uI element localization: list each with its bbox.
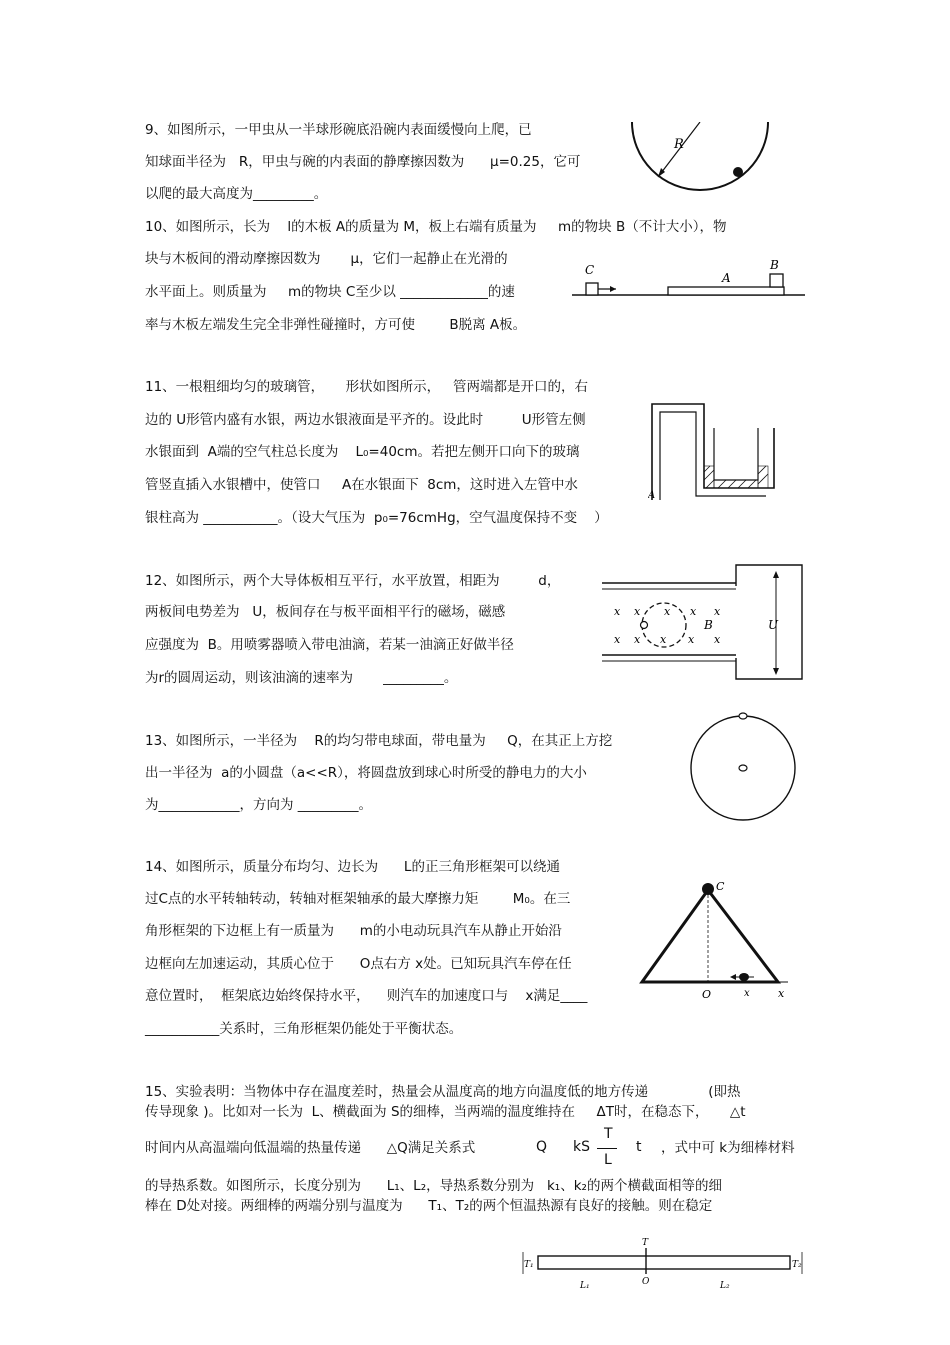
- label-t2: T₂: [792, 1260, 802, 1270]
- q14-line-1: 14、如图所示，质量分布均匀、边长为 L的正三角形框架可以绕通: [145, 859, 560, 875]
- q13-line-3: 为____________，方向为 _________。: [145, 797, 373, 813]
- rods-figure: [522, 1234, 804, 1292]
- q9-line-3: 以爬的最大高度为_________。: [145, 186, 328, 202]
- q14-line-5: 意位置时， 框架底边始终保持水平， 则汽车的加速度口与 x满足____: [145, 988, 588, 1004]
- field-x: x: [614, 605, 621, 618]
- label-a: A: [648, 490, 656, 501]
- label-t1: T₁: [524, 1260, 534, 1270]
- formula-t: t: [636, 1139, 642, 1155]
- q10-line-3: 水平面上。则质量为 m的物块 C至少以 _____________的速: [145, 284, 515, 300]
- label-a: A: [722, 271, 731, 285]
- label-o: O: [702, 988, 712, 1001]
- q14-line-4: 边框向左加速运动，其质心位于 O点右方 x处。已知玩具汽车停在任: [145, 956, 572, 972]
- formula-ks: kS: [573, 1139, 590, 1155]
- triangle-frame-figure: [638, 880, 790, 1004]
- q12-line-4: 为r的圆周运动，则该油滴的速率为 _________。: [145, 670, 458, 686]
- q15-line-2: 传导现象 )。比如对一长为 L、横截面为 S的细棒，当两端的温度维持在 ΔT时，在稳态下， △t: [145, 1104, 746, 1120]
- formula-numerator: T: [604, 1126, 613, 1142]
- field-x: x: [688, 633, 695, 646]
- q9-line-1: 9、如图所示，一甲虫从一半球形碗底沿碗内表面缓慢向上爬，已: [145, 122, 532, 138]
- field-x: x: [660, 633, 667, 646]
- formula-denominator: L: [604, 1152, 612, 1168]
- radius-label: R: [674, 137, 684, 152]
- q11-line-2: 边的 U形管内盛有水银，两边水银液面是平齐的。设此时 U形管左侧: [145, 412, 586, 428]
- label-u: U: [768, 618, 779, 632]
- field-x: x: [714, 605, 721, 618]
- board-block-figure: [572, 256, 807, 300]
- q10-line-1: 10、如图所示，长为 l的木板 A的质量为 M，板上右端有质量为 m的物块 B（不计大小），物: [145, 219, 727, 235]
- q15-line-5: 棒在 D处对接。两细棒的两端分别与温度为 T₁、T₂的两个恒温热源有良好的接触。则在稳定: [145, 1198, 713, 1214]
- q13-line-1: 13、如图所示，一半径为 R的均匀带电球面，带电量为 Q，在其正上方挖: [145, 733, 613, 749]
- q15-line-4: 的导热系数。如图所示，长度分别为 L₁、L₂，导热系数分别为 k₁、k₂的两个横截面相等的细: [145, 1178, 722, 1194]
- field-x: x: [714, 633, 721, 646]
- q12-line-1: 12、如图所示，两个大导体板相互平行，水平放置，相距为 d，: [145, 573, 561, 589]
- charged-sphere-figure: [686, 708, 798, 822]
- q10-line-4: 率与木板左端发生完全非弹性碰撞时，方可使 B脱离 A板。: [145, 317, 527, 333]
- q14-line-6: ___________关系时，三角形框架仍能处于平衡状态。: [145, 1021, 463, 1037]
- label-l2: L₂: [720, 1281, 730, 1291]
- label-t: T: [642, 1238, 649, 1248]
- q11-line-5: 银柱高为 ___________。（设大气压为 p₀=76cmHg，空气温度保持不变 ）: [145, 510, 608, 526]
- fraction-bar: [597, 1148, 617, 1149]
- formula-q: Q: [536, 1139, 548, 1155]
- bowl-figure: [630, 122, 770, 192]
- q11-line-3: 水银面到 A端的空气柱总长度为 L₀=40cm。若把左侧开口向下的玻璃: [145, 444, 580, 460]
- label-x: x: [744, 988, 750, 999]
- q9-line-2: 知球面半径为 R，甲虫与碗的内表面的静摩擦因数为 μ=0.25，它可: [145, 154, 581, 170]
- q14-line-2: 过C点的水平转轴转动，转轴对框架轴承的最大摩擦力矩 M₀。在三: [145, 891, 571, 907]
- q14-line-3: 角形框架的下边框上有一质量为 m的小电动玩具汽车从静止开始沿: [145, 923, 562, 939]
- field-x: x: [634, 605, 641, 618]
- u-tube-figure: [648, 400, 778, 504]
- q10-line-2: 块与木板间的滑动摩擦因数为 μ，它们一起静止在光滑的: [145, 251, 508, 267]
- q11-line-1: 11、一根粗细均匀的玻璃管， 形状如图所示， 管两端都是开口的，右: [145, 379, 589, 395]
- q12-line-2: 两板间电势差为 U，板间存在与板平面相平行的磁场，磁感: [145, 604, 506, 620]
- field-x: x: [690, 605, 697, 618]
- field-x: x: [634, 633, 641, 646]
- label-l1: L₁: [580, 1281, 590, 1291]
- q15-line-3-post: ，式中可 k为细棒材料: [661, 1140, 795, 1156]
- label-b: B: [704, 618, 713, 632]
- q11-line-4: 管竖直插入水银槽中，使管口 A在水银面下 8cm，这时进入左管中水: [145, 477, 578, 493]
- heat-formula: [536, 1126, 656, 1170]
- q15-line-3-pre: 时间内从高温端向低温端的热量传递 △Q满足关系式: [145, 1140, 476, 1156]
- field-x: x: [664, 605, 671, 618]
- label-c: C: [585, 263, 595, 277]
- label-c: C: [716, 880, 725, 893]
- label-o: O: [642, 1277, 650, 1287]
- q15-line-1: 15、实验表明：当物体中存在温度差时，热量会从温度高的地方向温度低的地方传递 (即热: [145, 1084, 741, 1100]
- q12-line-3: 应强度为 B。用喷雾器喷入带电油滴，若某一油滴正好做半径: [145, 637, 514, 653]
- plates-figure: [600, 563, 806, 683]
- label-x-axis: x: [778, 987, 785, 1000]
- q13-line-2: 出一半径为 a的小圆盘（a<<R），将圆盘放到球心时所受的静电力的大小: [145, 765, 587, 781]
- field-x: x: [614, 633, 621, 646]
- label-b: B: [770, 258, 779, 272]
